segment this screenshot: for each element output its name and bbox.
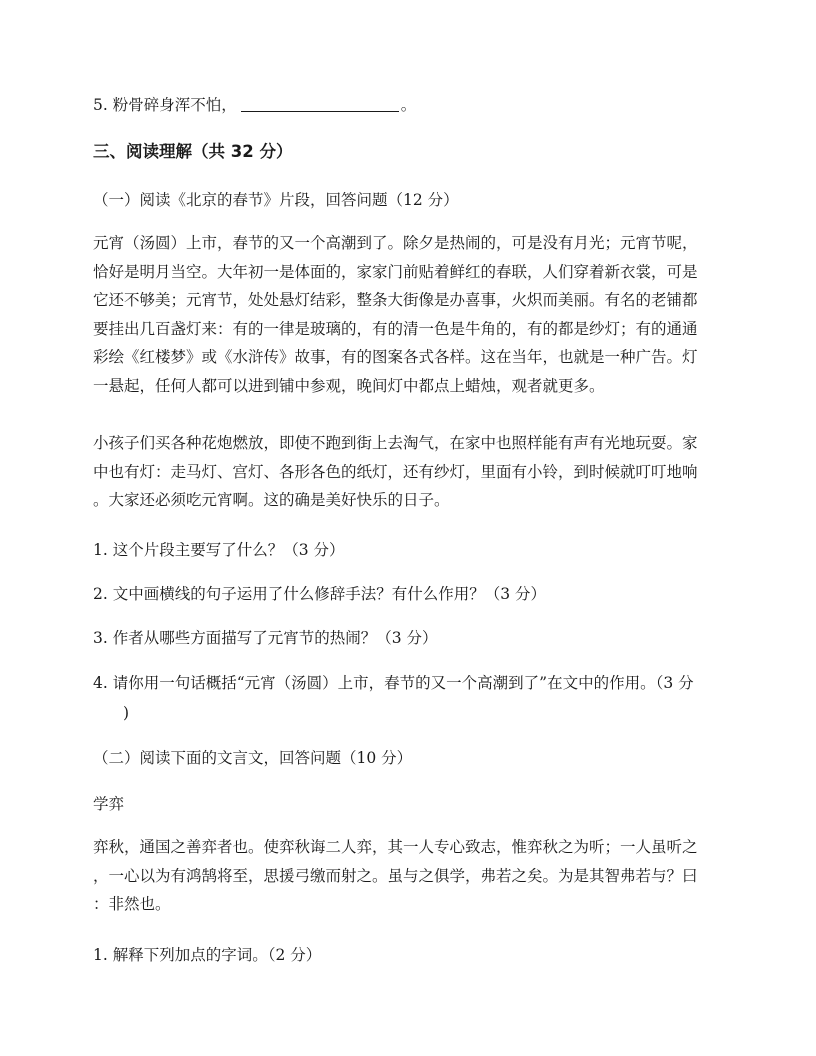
classical-text-title: 学弈 [93,795,125,813]
paragraph-line: 元宵（汤圆）上市，春节的又一个高潮到了。除夕是热闹的，可是没有月光；元宵节呢， [93,234,698,252]
item-5-suffix: 。 [400,96,417,114]
paragraph-line: 小孩子们买各种花炮燃放，即使不跑到街上去淘气，在家中也照样能有声有光地玩耍。家 [93,434,698,452]
part-2-question-1: 1. 解释下列加点的字词。（2 分） [93,946,322,964]
paragraph-line: 它还不够美；元宵节，处处悬灯结彩，整条大街像是办喜事，火炽而美丽。有名的老铺都 [93,291,698,309]
fill-in-item-5 [93,95,416,115]
paragraph-line: 一悬起，任何人都可以进到铺中参观，晚间灯中都点上蜡烛，观者就更多。 [93,376,605,395]
paragraph-line: ，一心以为有鸿鹄将至，思援弓缴而射之。虽与之俱学，弗若之矣。为是其智弗若与？曰 [93,866,698,885]
question-1: 1. 这个片段主要写了什么？（3 分） [93,541,345,559]
paragraph-line: 弈秋，通国之善弈者也。使弈秋诲二人弈，其一人专心致志，惟弈秋之为听；一人虽听之 [93,838,698,856]
question-4-continuation: ) [123,704,130,722]
question-4: 4. 请你用一句话概括“元宵（汤圆）上市，春节的又一个高潮到了”在文中的作用。（3 分 [93,674,694,692]
paragraph-line: 。大家还必须吃元宵啊。这的确是美好快乐的日子。 [93,491,450,509]
paragraph-line: 彩绘《红楼梦》或《水浒传》故事，有的图案各式各样。这在当年，也就是一种广告。灯 [93,348,698,366]
question-2: 2. 文中画横线的句子运用了什么修辞手法？有什么作用？（3 分） [93,585,547,603]
paragraph-line: 要挂出几百盏灯来：有的一律是玻璃的，有的清一色是牛角的，有的都是纱灯；有的通通 [93,319,698,338]
paragraph-line: 恰好是明月当空。大年初一是体面的，家家门前贴着鲜红的春联，人们穿着新衣裳，可是 [93,262,698,281]
answer-blank[interactable] [241,97,399,112]
item-5-prefix: 5. 粉骨碎身浑不怕， [93,96,237,114]
section-3-heading: 三、阅读理解（共 32 分） [93,142,293,161]
part-1-title: （一）阅读《北京的春节》片段，回答问题（12 分） [93,191,459,209]
part-2-title: （二）阅读下面的文言文，回答问题（10 分） [93,749,413,767]
paragraph-line: ：非然也。 [93,895,171,913]
part-1-paragraph-2 [93,429,725,515]
paragraph-line: 中也有灯：走马灯、宫灯、各形各色的纸灯，还有纱灯，里面有小铃，到时候就叮叮地响 [93,462,698,481]
question-3: 3. 作者从哪些方面描写了元宵节的热闹？（3 分） [93,629,438,647]
part-2-paragraph [93,833,725,919]
part-1-paragraph-1 [93,229,725,400]
